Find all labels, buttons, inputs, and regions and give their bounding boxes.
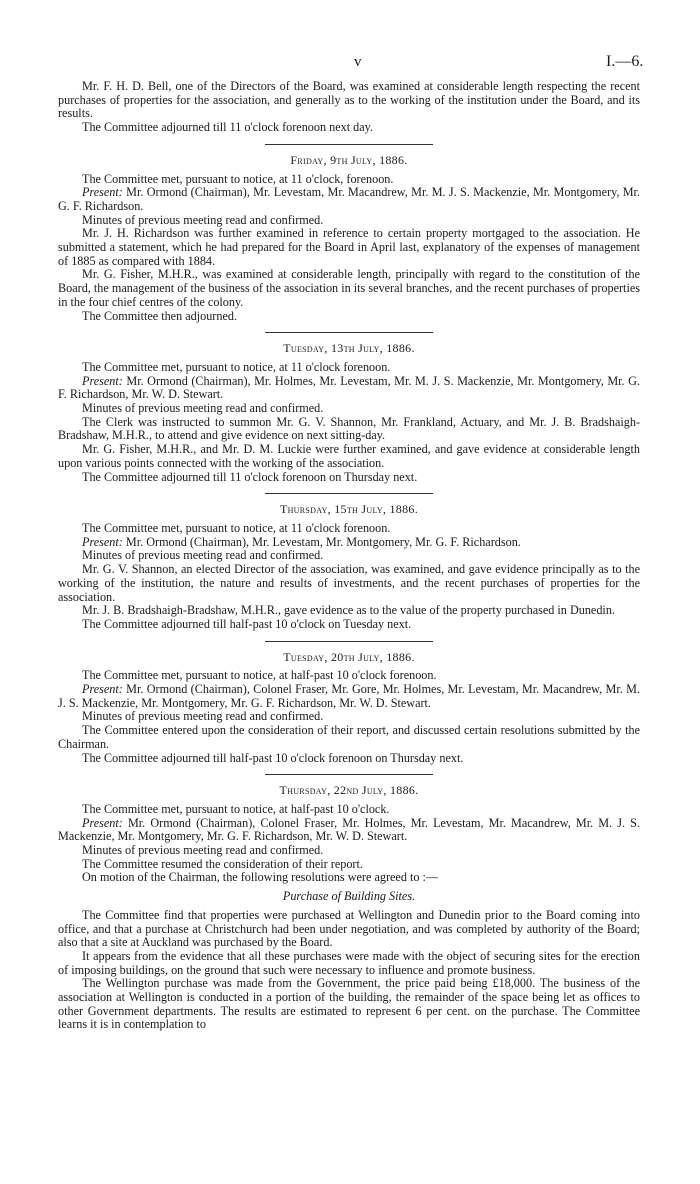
present-label: Present: xyxy=(82,815,123,830)
section-heading: Tuesday, 13th July, 1886. xyxy=(283,341,415,356)
minutes-paragraph: Minutes of previous meeting read and confirmed. xyxy=(82,709,324,724)
present-label: Present: xyxy=(82,682,123,697)
minutes-paragraph: The Clerk was instructed to summon Mr. G. V. Shannon, Mr. Frankland, Actuary, and Mr. J. B. Bradshaigh-Bradshaw, M.H.R., to attend and give evidence on next sitting-day. xyxy=(58,414,640,443)
section-divider xyxy=(265,493,433,494)
present-list xyxy=(58,186,640,213)
section-heading: Thursday, 15th July, 1886. xyxy=(279,502,419,517)
present-members: Mr. Ormond (Chairman), Mr. Levestam, Mr. Montgomery, Mr. G. F. Richardson. xyxy=(122,534,521,549)
resolution-paragraph: The Committee find that properties were purchased at Wellington and Dunedin prior to the Board coming into office, and that a purchase at Christchurch had been under negotiation, and was completed by authority of the Board; also that a site at Auckland was purchased by the Board. xyxy=(58,907,640,950)
present-members: Mr. Ormond (Chairman), Mr. Holmes, Mr. Levestam, Mr. M. J. S. Mackenzie, Mr. Montgomery, Mr. G. F. Richardson, Mr. W. D. Stewart. xyxy=(58,373,640,402)
resolution-paragraph: It appears from the evidence that all these purchases were made with the object of securing sites for the erection of imposing buildings, on the ground that such were necessary to influence and promote business. xyxy=(58,948,640,977)
section-divider xyxy=(265,144,433,145)
minutes-paragraph: Minutes of previous meeting read and confirmed. xyxy=(82,548,324,563)
present-members: Mr. Ormond (Chairman), Mr. Levestam, Mr. Macandrew, Mr. M. J. S. Mackenzie, Mr. Montgomery, Mr. G. F. Richardson. xyxy=(58,185,640,213)
minutes-paragraph: Mr. G. Fisher, M.H.R., and Mr. D. M. Luckie were further examined, and gave evidence at considerable length upon various points connected with the working of the association. xyxy=(58,442,640,470)
document-reference: I.—6. xyxy=(606,53,644,70)
present-list xyxy=(58,375,640,402)
meeting-notice: The Committee met, pursuant to notice, at 11 o'clock forenoon. xyxy=(82,520,391,535)
minutes-paragraph: Mr. J. B. Bradshaigh-Bradshaw, M.H.R., gave evidence as to the value of the property purchased in Dunedin. xyxy=(82,603,615,618)
present-members: Mr. Ormond (Chairman), Colonel Fraser, Mr. Holmes, Mr. Levestam, Mr. Macandrew, Mr. M. J. S. Mackenzie, Mr. Montgomery, Mr. G. F. Richardson, Mr. W. D. Stewart. xyxy=(58,815,640,844)
meeting-notice: The Committee met, pursuant to notice, at half-past 10 o'clock forenoon. xyxy=(82,668,437,683)
section-divider xyxy=(265,332,433,333)
intro-adjourned: The Committee adjourned till 11 o'clock forenoon next day. xyxy=(82,120,374,135)
present-label: Present: xyxy=(82,373,123,388)
section-divider xyxy=(265,641,433,642)
section-heading: Tuesday, 20th July, 1886. xyxy=(283,649,415,664)
minutes-paragraph: Mr. G. V. Shannon, an elected Director of the association, was examined, and gave evidence principally as to the working of the institution, the nature and results of investments, and the recent purchases of properties for the association. xyxy=(58,562,640,604)
present-list xyxy=(58,817,640,844)
intro-paragraph: Mr. F. H. D. Bell, one of the Directors of the Board, was examined at considerable length respecting the recent purchases of properties for the association, and generally as to the working of the institution under the Board, and its results. xyxy=(58,79,640,121)
minutes-paragraph: On motion of the Chairman, the following resolutions were agreed to :— xyxy=(82,870,439,885)
section-divider xyxy=(265,774,433,775)
minutes-paragraph: Minutes of previous meeting read and confirmed. xyxy=(82,212,324,227)
minutes-paragraph: Minutes of previous meeting read and confirmed. xyxy=(82,401,324,416)
present-members: Mr. Ormond (Chairman), Colonel Fraser, Mr. Gore, Mr. Holmes, Mr. Levestam, Mr. Macandrew, Mr. M. J. S. Mackenzie, Mr. Montgomery, Mr. G. F. Richardson, Mr. W. D. Stewart. xyxy=(58,682,640,710)
page-body xyxy=(58,80,640,1032)
minutes-paragraph: The Committee adjourned till half-past 10 o'clock on Tuesday next. xyxy=(82,616,412,631)
minutes-paragraph: Mr. J. H. Richardson was further examined in reference to certain property mortgaged to the association. He submitted a statement, which he had prepared for the Board in April last, explanatory of the expenses of management of 1885 as compared with 1884. xyxy=(58,226,640,268)
section-heading: Friday, 9th July, 1886. xyxy=(290,152,408,167)
section-heading: Thursday, 22nd July, 1886. xyxy=(279,783,419,798)
minutes-paragraph: The Committee adjourned till half-past 10 o'clock forenoon on Thursday next. xyxy=(82,750,464,765)
present-list xyxy=(58,536,640,550)
meeting-notice: The Committee met, pursuant to notice, at 11 o'clock, forenoon. xyxy=(82,171,394,186)
meeting-notice: The Committee met, pursuant to notice, at 11 o'clock forenoon. xyxy=(82,359,391,374)
present-list xyxy=(58,683,640,710)
present-label: Present: xyxy=(82,534,123,549)
meeting-notice: The Committee met, pursuant to notice, at half-past 10 o'clock. xyxy=(82,801,390,816)
minutes-paragraph: Minutes of previous meeting read and confirmed. xyxy=(82,843,324,858)
minutes-paragraph: Mr. G. Fisher, M.H.R., was examined at considerable length, principally with regard to the constitution of the Board, the management of the business of the association in its several branches, and the recent purchases of properties in the four chief centres of the colony. xyxy=(58,267,640,309)
minutes-paragraph: The Committee resumed the consideration of their report. xyxy=(82,856,363,871)
minutes-paragraph: The Committee entered upon the consideration of their report, and discussed certain resolutions submitted by the Chairman. xyxy=(58,723,640,751)
resolution-heading: Purchase of Building Sites. xyxy=(282,889,416,904)
minutes-paragraph: The Committee then adjourned. xyxy=(82,308,238,323)
minutes-paragraph: The Committee adjourned till 11 o'clock forenoon on Thursday next. xyxy=(82,469,418,484)
present-label: Present: xyxy=(82,185,123,200)
page-number: v xyxy=(354,54,362,70)
resolution-paragraph: The Wellington purchase was made from the Government, the price paid being £18,000. The business of the association at Wellington is conducted in a portion of the building, the remainder of the space being let as offices to other Government departments. The results are estimated to represent 6 per cent. on the purchase. The Committee learns it is in contemplation to xyxy=(58,976,640,1032)
